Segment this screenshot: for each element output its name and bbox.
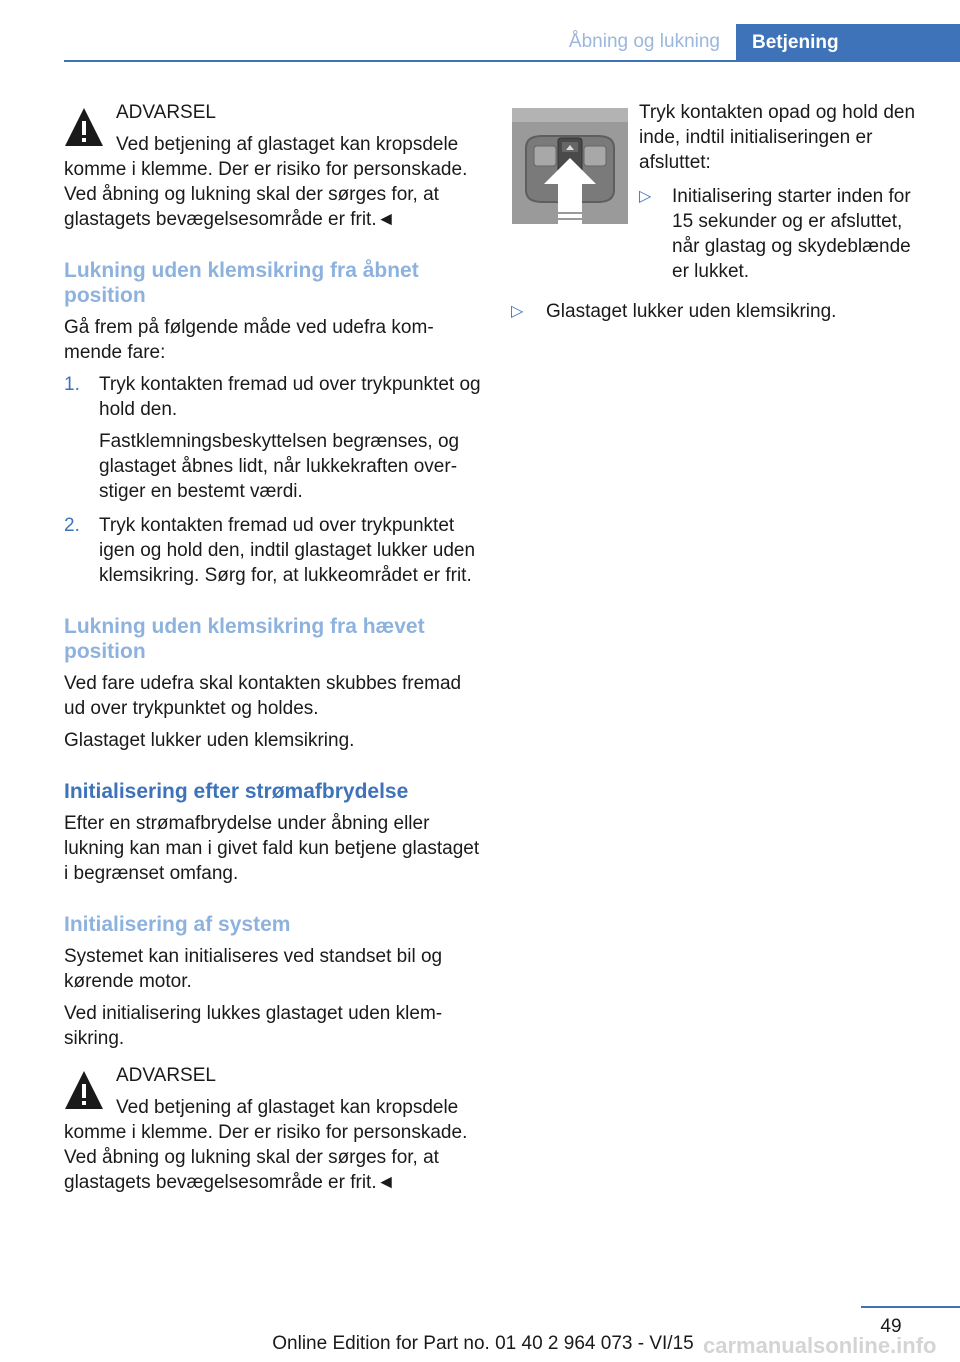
- left-column: [64, 100, 482, 1207]
- header-section-title: Åbning og lukning: [568, 31, 720, 52]
- page-header: [0, 0, 960, 62]
- warning-text: Ved betjening af glastaget kan kropsdele komme i klemme. Der er risiko for personskade. Ved åbning og lukning skal der sørges for, at glastagets bevægelsesområde er frit.◄: [64, 134, 468, 230]
- edition-line: Online Edition for Part no. 01 40 2 964 073 - VI/15: [272, 1333, 694, 1354]
- triangle-bullet-icon: ▷: [639, 188, 652, 205]
- bullet-list: [511, 299, 931, 324]
- list-number: 1.: [64, 374, 80, 395]
- warning-icon: [64, 1069, 104, 1111]
- figure-text: [639, 100, 931, 284]
- sub-bullet-list: [639, 184, 931, 284]
- page-number: 49: [880, 1316, 902, 1337]
- list-item-text: Initialisering starter inden for 15 sekunder og er afsluttet, når glastag og skydeblænde er lukket.: [672, 186, 911, 282]
- numbered-list: [64, 372, 482, 588]
- list-item-text: Tryk kontakten fremad ud over trykpunktet og hold den.: [99, 374, 481, 420]
- list-item-note: Fastklemningsbeskyttelsen begrænses, og glastaget åbnes lidt, når lukkekraften overstiger en bestemt værdi.: [99, 431, 460, 502]
- list-item-text: Glastaget lukker uden klemsikring.: [546, 301, 837, 322]
- list-item-text: Tryk kontakten fremad ud over trykpunktet igen og hold den, indtil glastaget lukker uden klemsikring. Sørg for, at lukkeområdet er frit.: [99, 515, 476, 586]
- warning-box: [64, 100, 482, 232]
- paragraph: Systemet kan initialiseres ved standset bil og kørende motor.: [64, 946, 443, 992]
- section-heading: Initialisering af system: [64, 913, 291, 936]
- watermark: carmanualsonline.info: [703, 1333, 937, 1358]
- list-item: [511, 299, 931, 324]
- header-rule: [64, 60, 960, 62]
- footer-rule: [861, 1306, 960, 1308]
- paragraph: Efter en strømafbrydelse under åbning eller lukning kan man i givet fald kun betjene glastaget i begrænset omfang.: [64, 813, 480, 884]
- paragraph: Ved fare udefra skal kontakten skubbes fremad ud over trykpunktet og holdes.: [64, 673, 462, 719]
- list-item: [639, 184, 931, 284]
- warning-title: ADVARSEL: [116, 102, 216, 123]
- paragraph: Ved initialisering lukkes glastaget uden klemsikring.: [64, 1003, 443, 1049]
- paragraph: Gå frem på følgende måde ved udefra kommende fare:: [64, 317, 434, 363]
- list-item: [64, 513, 482, 588]
- roof-switch-illustration: [512, 108, 628, 224]
- section-heading: Lukning uden klemsikring fra hævet position: [64, 615, 425, 663]
- warning-icon: [64, 106, 104, 148]
- figure-block: [511, 100, 931, 290]
- section-heading: Lukning uden klemsikring fra åbnet position: [64, 259, 419, 307]
- section-heading: Initialisering efter strømafbrydelse: [64, 780, 409, 803]
- warning-title: ADVARSEL: [116, 1065, 216, 1086]
- triangle-bullet-icon: ▷: [511, 303, 524, 320]
- paragraph: Tryk kontakten opad og hold den inde, indtil initialiseringen er afsluttet:: [639, 102, 916, 173]
- list-item: [64, 372, 482, 504]
- list-number: 2.: [64, 515, 80, 536]
- warning-box: [64, 1063, 482, 1195]
- header-chapter-tab: Betjening: [736, 24, 960, 62]
- right-column: [511, 100, 931, 324]
- paragraph: Glastaget lukker uden klemsikring.: [64, 730, 355, 751]
- warning-text: Ved betjening af glastaget kan kropsdele komme i klemme. Der er risiko for personskade. Ved åbning og lukning skal der sørges for, at glastagets bevægelsesområde er frit.◄: [64, 1097, 468, 1193]
